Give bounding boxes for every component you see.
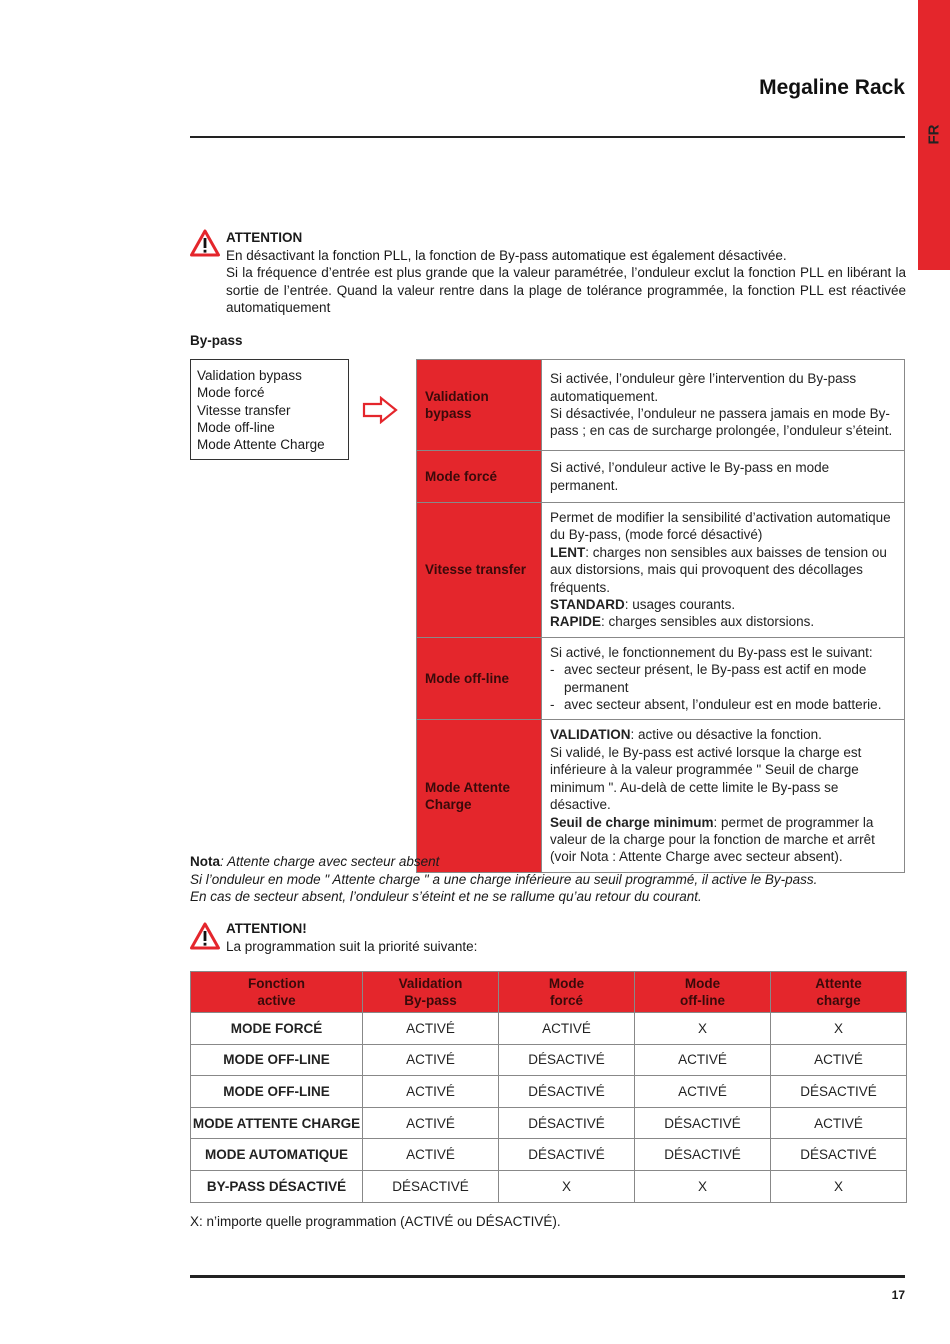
desc-bullet xyxy=(550,696,896,713)
table-cell: DÉSACTIVÉ xyxy=(499,1107,635,1139)
table-cell: ACTIVÉ xyxy=(635,1076,771,1108)
row-label: BY-PASS DÉSACTIVÉ xyxy=(191,1170,363,1202)
param-row xyxy=(417,720,905,872)
bullet-dash: - xyxy=(550,662,555,678)
option-item: Mode off-line xyxy=(197,419,275,435)
nota-title-line xyxy=(190,853,905,871)
table-cell: ACTIVÉ xyxy=(499,1013,635,1045)
column-header xyxy=(771,972,907,1013)
header-line: Attente xyxy=(815,976,862,991)
param-description xyxy=(542,451,905,503)
desc-keyword: STANDARD xyxy=(550,597,625,613)
table-footnote: X: n’importe quelle programmation (ACTIVÉ ou DÉSACTIVÉ). xyxy=(190,1214,561,1229)
header-line: off-line xyxy=(680,993,725,1008)
warning-heading: ATTENTION! xyxy=(226,921,307,936)
table-cell: DÉSACTIVÉ xyxy=(771,1139,907,1171)
desc-line: Si activé, l’onduleur active le By-pass en mode permanent. xyxy=(550,460,830,493)
column-header xyxy=(191,972,363,1013)
param-description xyxy=(542,360,905,451)
header-line: charge xyxy=(816,993,861,1008)
desc-keyword: LENT xyxy=(550,544,586,560)
param-row xyxy=(417,451,905,503)
desc-text: : charges sensibles aux distorsions. xyxy=(601,614,815,630)
desc-line: Permet de modifier la sensibilité d’activation automatique du By-pass, (mode forcé désactivé) xyxy=(550,510,891,543)
header-line: By-pass xyxy=(404,993,457,1008)
language-tab-label xyxy=(918,116,950,152)
warning-line: En désactivant la fonction PLL, la fonction de By-pass automatique est également désactivée. xyxy=(226,247,787,263)
option-item: Mode forcé xyxy=(197,385,265,401)
desc-text: avec secteur présent, le By-pass est actif en mode permanent xyxy=(564,662,867,695)
bullet-dash: - xyxy=(550,697,555,713)
table-row xyxy=(191,1044,907,1076)
page-number: 17 xyxy=(891,1288,905,1302)
desc-line xyxy=(550,613,896,630)
table-cell: ACTIVÉ xyxy=(363,1044,499,1076)
table-cell: DÉSACTIVÉ xyxy=(771,1076,907,1108)
table-cell: ACTIVÉ xyxy=(771,1107,907,1139)
table-cell: ACTIVÉ xyxy=(363,1107,499,1139)
language-code: FR xyxy=(925,124,943,144)
page-title: Megaline Rack xyxy=(759,76,905,99)
header-line: Mode xyxy=(684,976,721,991)
nota-block xyxy=(190,853,905,906)
table-cell: DÉSACTIVÉ xyxy=(499,1076,635,1108)
column-header xyxy=(499,972,635,1013)
footer-divider xyxy=(190,1275,905,1278)
nota-line: En cas de secteur absent, l’onduleur s’éteint et ne se rallume qu’au retour du courant. xyxy=(190,889,702,904)
desc-line xyxy=(550,726,896,743)
warning-heading: ATTENTION xyxy=(226,230,303,245)
desc-bullet xyxy=(550,661,896,696)
table-cell: ACTIVÉ xyxy=(363,1139,499,1171)
header-line: Fonction xyxy=(248,976,305,991)
param-name: Mode off-line xyxy=(417,637,542,720)
table-row xyxy=(191,1170,907,1202)
header-line: Mode xyxy=(548,976,585,991)
desc-line: Si activé, le fonctionnement du By-pass est le suivant: xyxy=(550,644,873,660)
table-cell: DÉSACTIVÉ xyxy=(635,1139,771,1171)
table-cell: ACTIVÉ xyxy=(771,1044,907,1076)
table-row xyxy=(191,1013,907,1045)
bypass-options-list xyxy=(190,359,349,460)
table-cell: ACTIVÉ xyxy=(363,1013,499,1045)
desc-line xyxy=(550,596,896,613)
param-row xyxy=(417,360,905,451)
desc-text: avec secteur absent, l’onduleur est en mode batterie. xyxy=(564,697,882,713)
table-cell: DÉSACTIVÉ xyxy=(635,1107,771,1139)
table-cell: DÉSACTIVÉ xyxy=(499,1044,635,1076)
warning-triangle-icon xyxy=(190,922,220,950)
table-header-row xyxy=(191,972,907,1013)
desc-line: Si activée, l’onduleur gère l’intervention du By-pass automatiquement. xyxy=(550,371,857,404)
desc-keyword: VALIDATION xyxy=(550,727,631,743)
desc-text: : charges non sensibles aux baisses de tension ou aux distorsions, mais qui provoquent des décollages fréquents. xyxy=(550,544,887,595)
nota-label: Nota xyxy=(190,854,220,869)
table-row xyxy=(191,1076,907,1108)
row-label: MODE ATTENTE CHARGE xyxy=(191,1107,363,1139)
option-item: Mode Attente Charge xyxy=(197,437,325,453)
header-divider xyxy=(190,136,905,138)
warning-line: La programmation suit la priorité suivante: xyxy=(226,938,478,954)
desc-text: : permet de programmer la valeur de la charge pour la fonction de marche et arrêt (voir Nota : Attente Charge avec secteur absent). xyxy=(550,814,875,865)
param-name: Validation bypass xyxy=(417,360,542,451)
table-cell: X xyxy=(771,1170,907,1202)
desc-line: Si désactivée, l’onduleur ne passera jamais en mode By-pass ; en cas de surcharge prolongée, l’onduleur s’éteint. xyxy=(550,406,893,439)
row-label: MODE OFF-LINE xyxy=(191,1076,363,1108)
header-line: active xyxy=(257,993,296,1008)
table-cell: ACTIVÉ xyxy=(363,1076,499,1108)
table-row xyxy=(191,1139,907,1171)
section-heading-bypass: By-pass xyxy=(190,333,243,348)
param-name: Mode forcé xyxy=(417,451,542,503)
warning-block-pll xyxy=(226,229,906,317)
table-cell: X xyxy=(499,1170,635,1202)
bypass-parameters-table xyxy=(416,359,905,873)
column-header xyxy=(363,972,499,1013)
param-row xyxy=(417,503,905,638)
warning-block-priority xyxy=(226,920,477,955)
param-name: Vitesse transfer xyxy=(417,503,542,638)
warning-triangle-icon xyxy=(190,229,220,257)
row-label: MODE OFF-LINE xyxy=(191,1044,363,1076)
table-cell: X xyxy=(635,1013,771,1045)
desc-line xyxy=(550,544,896,596)
header-line: Validation xyxy=(398,976,463,991)
desc-text: : active ou désactive la fonction. xyxy=(630,727,822,743)
param-description xyxy=(542,637,905,720)
desc-text: : usages courants. xyxy=(624,597,736,613)
row-label: MODE AUTOMATIQUE xyxy=(191,1139,363,1171)
nota-line: Si l’onduleur en mode " Attente charge " a une charge inférieure au seuil programmé, il active le By-pass. xyxy=(190,871,818,887)
row-label: MODE FORCÉ xyxy=(191,1013,363,1045)
priority-table xyxy=(190,971,907,1203)
desc-keyword: Seuil de charge minimum xyxy=(550,814,714,830)
param-description xyxy=(542,720,905,872)
desc-line: Si validé, le By-pass est activé lorsque la charge est inférieure à la valeur programmée " Seuil de charge minimum ". Au-delà de cette limite le By-pass se désactive. xyxy=(550,744,862,813)
warning-line: Si la fréquence d’entrée est plus grande que la valeur paramétrée, l’onduleur exclut la fonction PLL en libérant la sortie de l’entrée. Quand la valeur rentre dans la plage de tolérance programmée, la fonction PLL est réactivée automatiquement xyxy=(226,265,906,315)
option-item: Vitesse transfer xyxy=(197,402,291,418)
table-cell: DÉSACTIVÉ xyxy=(499,1139,635,1171)
option-item: Validation bypass xyxy=(197,368,302,383)
param-description xyxy=(542,503,905,638)
column-header xyxy=(635,972,771,1013)
param-row xyxy=(417,637,905,720)
header-line: forcé xyxy=(549,993,583,1008)
right-arrow-outline-icon xyxy=(362,396,398,424)
table-cell: X xyxy=(635,1170,771,1202)
table-row xyxy=(191,1107,907,1139)
desc-keyword: RAPIDE xyxy=(550,614,602,630)
nota-title: : Attente charge avec secteur absent xyxy=(220,854,440,869)
table-cell: DÉSACTIVÉ xyxy=(363,1170,499,1202)
param-name: Mode Attente Charge xyxy=(417,720,542,872)
table-cell: ACTIVÉ xyxy=(635,1044,771,1076)
table-cell: X xyxy=(771,1013,907,1045)
